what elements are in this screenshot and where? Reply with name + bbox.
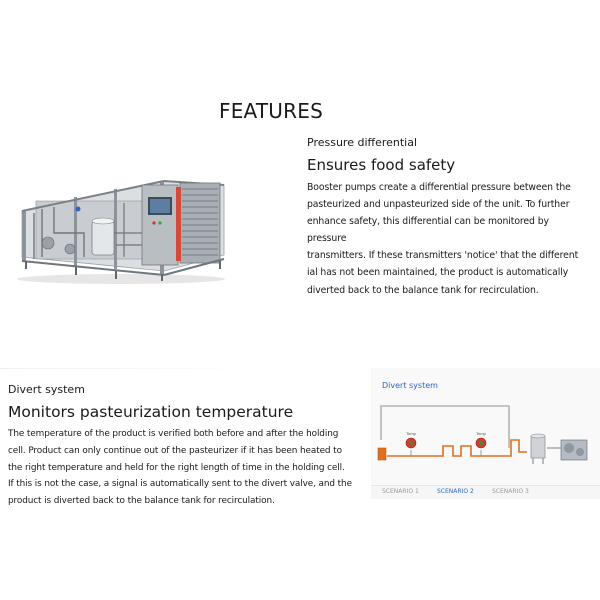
pressure-subtitle: Pressure differential [307, 136, 418, 149]
tab-scenario-3[interactable]: SCENARIO 3 [492, 488, 529, 495]
pressure-differential-section [307, 136, 589, 299]
divert-system-panel [371, 368, 600, 498]
body-line: the right temperature and held for the right length of time in the holding cell. [8, 462, 345, 473]
tab-scenario-1[interactable]: SCENARIO 1 [382, 488, 419, 495]
process-equipment [531, 434, 587, 464]
scenario-tabs [371, 485, 600, 499]
panel-title: Divert system [382, 381, 438, 390]
gauge-label: Temp [406, 431, 416, 436]
divert-system-section [8, 383, 364, 510]
pasteurizer-machine-image [14, 173, 228, 285]
tab-scenario-2[interactable]: SCENARIO 2 [437, 488, 474, 495]
body-line: enhance safety, this differential can be monitored by pressure [307, 216, 549, 245]
body-line: product is diverted back to the balance tank for recirculation. [8, 496, 275, 507]
body-line: ial has not been maintained, the product is automatically [307, 267, 569, 279]
pressure-title: Ensures food safety [307, 156, 456, 174]
body-line: Booster pumps create a differential pressure between the [307, 182, 571, 193]
return-pipe [381, 406, 509, 448]
divert-subtitle: Divert system [8, 383, 85, 396]
divert-title: Monitors pasteurization temperature [8, 403, 294, 421]
body-line: If this is not the case, a signal is automatically sent to the divert valve, and the [8, 479, 352, 490]
features-heading: FEATURES [219, 99, 323, 123]
pressure-body [307, 179, 589, 299]
divert-body [8, 426, 364, 510]
divert-valve [378, 448, 386, 460]
gauge-label: Temp [476, 431, 486, 436]
body-line: diverted back to the balance tank for recirculation. [307, 284, 539, 296]
body-line: pasteurized and unpasteurized side of the unit. To further [307, 199, 570, 211]
body-line: The temperature of the product is verified both before and after the holding [8, 429, 339, 439]
section-divider [0, 368, 260, 369]
body-line: transmitters. If these transmitters 'notice' that the different [307, 250, 579, 262]
body-line: cell. Product can only continue out of the pasteurizer if it has been heated to [8, 445, 342, 456]
